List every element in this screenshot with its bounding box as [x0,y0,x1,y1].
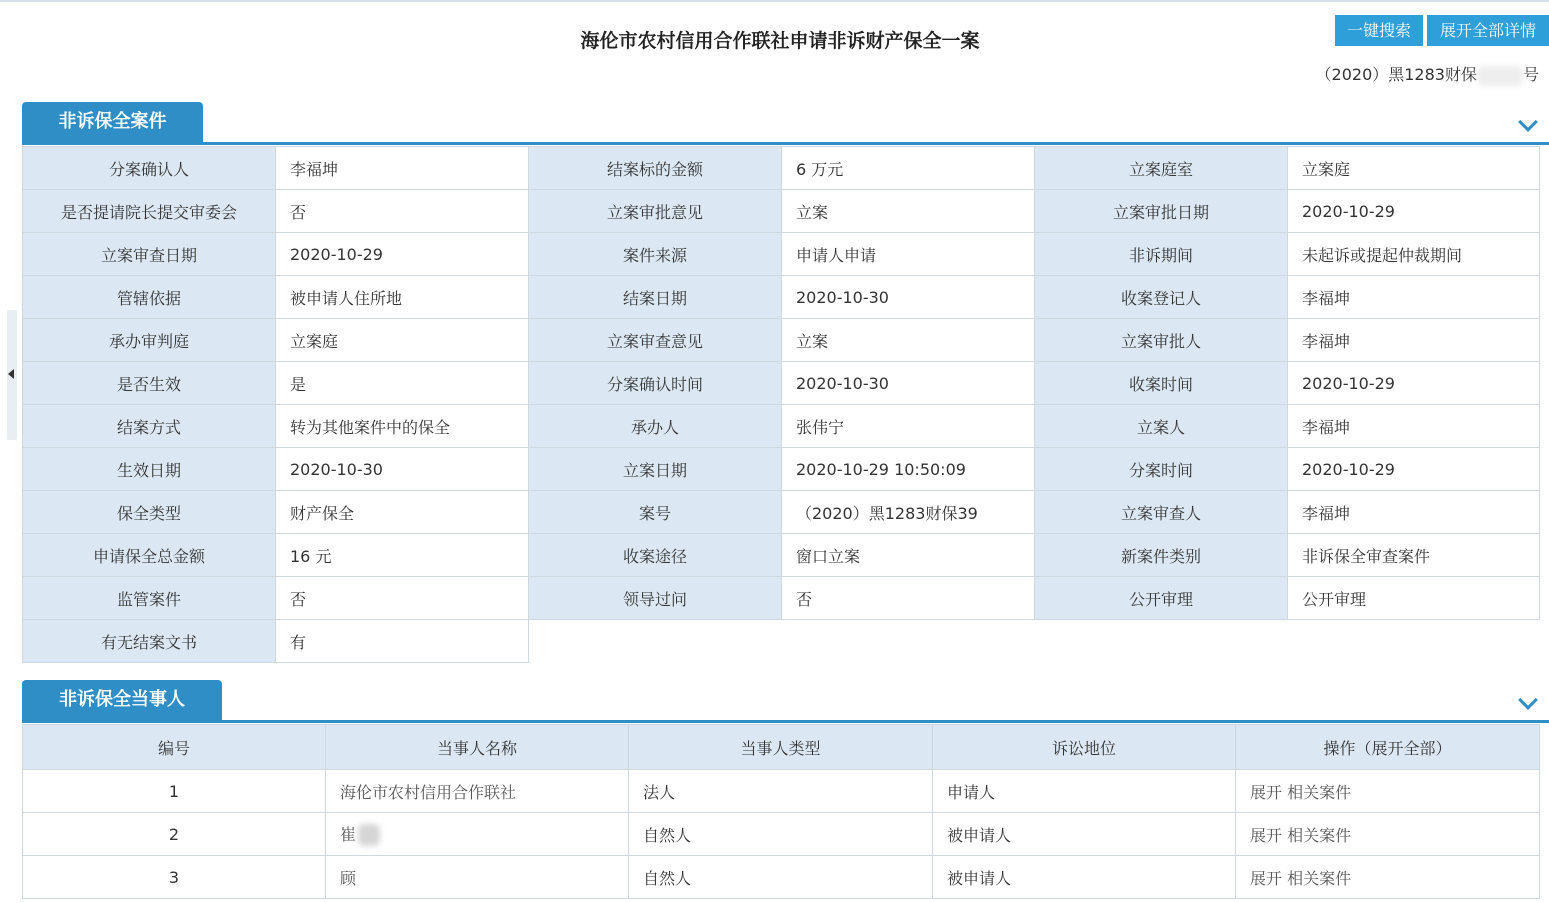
empty-cell [529,620,1540,663]
field-label: 案号 [529,491,782,534]
expand-link[interactable]: 展开 [1250,825,1283,845]
sidebar-collapse-handle[interactable] [7,310,17,440]
col-header-no: 编号 [23,725,326,770]
field-label: 立案审批人 [1035,319,1288,362]
party-type: 自然人 [629,856,933,899]
field-label: 立案审批日期 [1035,190,1288,233]
field-label: 领导过问 [529,577,782,620]
case-number-text: （2020）黑1283财保 [1315,65,1477,84]
party-role: 被申请人 [933,813,1236,856]
table-row [23,319,1540,362]
field-label: 管辖依据 [23,276,276,319]
field-label: 结案方式 [23,405,276,448]
col-header-role: 诉讼地位 [933,725,1236,770]
field-value: 否 [276,190,529,233]
table-row [23,577,1540,620]
related-cases-link[interactable]: 相关案件 [1287,782,1352,802]
field-label: 收案登记人 [1035,276,1288,319]
field-value: 有 [276,620,529,663]
table-row [23,770,1540,813]
party-name [326,813,629,856]
case-info-table [22,146,1540,663]
field-value: 公开审理 [1288,577,1540,620]
party-section-title: 非诉保全当事人 [22,680,222,720]
case-number-header [1316,62,1539,86]
field-value: 张伟宁 [782,405,1035,448]
party-section [22,680,1549,899]
table-row [23,233,1540,276]
table-row [23,491,1540,534]
field-label: 生效日期 [23,448,276,491]
field-label: 是否提请院长提交审委会 [23,190,276,233]
table-row [23,147,1540,190]
field-label: 立案日期 [529,448,782,491]
table-row [23,620,1540,663]
field-value: 2020-10-30 [276,448,529,491]
field-label: 监管案件 [23,577,276,620]
one-click-search-button[interactable]: 一键搜索 [1335,15,1423,46]
collapse-left-icon [8,369,14,379]
expand-link[interactable]: 展开 [1250,868,1283,888]
table-row [23,856,1540,899]
field-label: 非诉期间 [1035,233,1288,276]
party-no: 2 [23,813,326,856]
chevron-down-icon[interactable] [1518,690,1538,710]
field-value: 李福坤 [276,147,529,190]
party-type: 法人 [629,770,933,813]
field-label: 收案途径 [529,534,782,577]
field-label: 立案人 [1035,405,1288,448]
expand-all-details-button[interactable]: 展开全部详情 [1427,15,1549,46]
field-value: 16 元 [276,534,529,577]
party-name: 顾 [326,856,629,899]
case-info-section [22,102,1549,663]
field-value: 否 [276,577,529,620]
field-label: 公开审理 [1035,577,1288,620]
top-border [0,0,1549,2]
field-value: 是 [276,362,529,405]
party-role: 被申请人 [933,856,1236,899]
case-info-section-header [22,102,1549,145]
case-info-section-title: 非诉保全案件 [22,102,203,142]
field-label: 收案时间 [1035,362,1288,405]
table-row [23,534,1540,577]
field-label: 分案确认时间 [529,362,782,405]
party-role: 申请人 [933,770,1236,813]
party-operations [1236,770,1540,813]
field-label: 立案审查日期 [23,233,276,276]
field-value: 财产保全 [276,491,529,534]
field-value: 2020-10-29 [276,233,529,276]
col-header-operation[interactable]: 操作（展开全部） [1236,725,1540,770]
table-row [23,190,1540,233]
table-row [23,362,1540,405]
field-label: 分案确认人 [23,147,276,190]
field-value: 6 万元 [782,147,1035,190]
party-operations [1236,813,1540,856]
related-cases-link[interactable]: 相关案件 [1287,868,1352,888]
party-table [22,724,1540,899]
field-label: 分案时间 [1035,448,1288,491]
related-cases-link[interactable]: 相关案件 [1287,825,1352,845]
case-number-suffix: 号 [1522,65,1539,84]
field-label: 承办人 [529,405,782,448]
chevron-down-icon[interactable] [1518,112,1538,132]
field-value: 李福坤 [1288,491,1540,534]
field-value: 未起诉或提起仲裁期间 [1288,233,1540,276]
field-value: 2020-10-29 [1288,362,1540,405]
field-value: 立案 [782,190,1035,233]
field-label: 立案审查人 [1035,491,1288,534]
table-row [23,813,1540,856]
table-row [23,276,1540,319]
field-label: 结案标的金额 [529,147,782,190]
party-name-text: 崔 [340,824,357,844]
field-value: 申请人申请 [782,233,1035,276]
col-header-name: 当事人名称 [326,725,629,770]
field-value: 李福坤 [1288,276,1540,319]
field-value: 2020-10-30 [782,276,1035,319]
party-operations [1236,856,1540,899]
field-label: 新案件类别 [1035,534,1288,577]
field-value: 2020-10-30 [782,362,1035,405]
field-label: 立案审批意见 [529,190,782,233]
party-name: 海伦市农村信用合作联社 [326,770,629,813]
field-value: 立案庭 [1288,147,1540,190]
field-value: 李福坤 [1288,319,1540,362]
page-title: 海伦市农村信用合作联社申请非诉财产保全一案 [580,30,980,52]
party-type: 自然人 [629,813,933,856]
col-header-type: 当事人类型 [629,725,933,770]
field-label: 保全类型 [23,491,276,534]
field-label: 案件来源 [529,233,782,276]
redacted-mark [1477,66,1523,86]
field-label: 承办审判庭 [23,319,276,362]
field-value: （2020）黑1283财保39 [782,491,1035,534]
field-value: 窗口立案 [782,534,1035,577]
field-value: 2020-10-29 [1288,448,1540,491]
field-label: 结案日期 [529,276,782,319]
field-value: 立案 [782,319,1035,362]
field-value: 立案庭 [276,319,529,362]
party-table-header-row [23,725,1540,770]
field-label: 有无结案文书 [23,620,276,663]
field-value: 李福坤 [1288,405,1540,448]
expand-link[interactable]: 展开 [1250,782,1283,802]
field-value: 2020-10-29 [1288,190,1540,233]
field-value: 否 [782,577,1035,620]
field-value: 非诉保全审查案件 [1288,534,1540,577]
field-label: 是否生效 [23,362,276,405]
party-no: 1 [23,770,326,813]
field-value: 转为其他案件中的保全 [276,405,529,448]
field-value: 被申请人住所地 [276,276,529,319]
table-row [23,405,1540,448]
field-value: 2020-10-29 10:50:09 [782,448,1035,491]
field-label: 申请保全总金额 [23,534,276,577]
party-section-header [22,680,1549,723]
redacted-mark [358,824,380,846]
field-label: 立案审查意见 [529,319,782,362]
table-row [23,448,1540,491]
party-no: 3 [23,856,326,899]
field-label: 立案庭室 [1035,147,1288,190]
